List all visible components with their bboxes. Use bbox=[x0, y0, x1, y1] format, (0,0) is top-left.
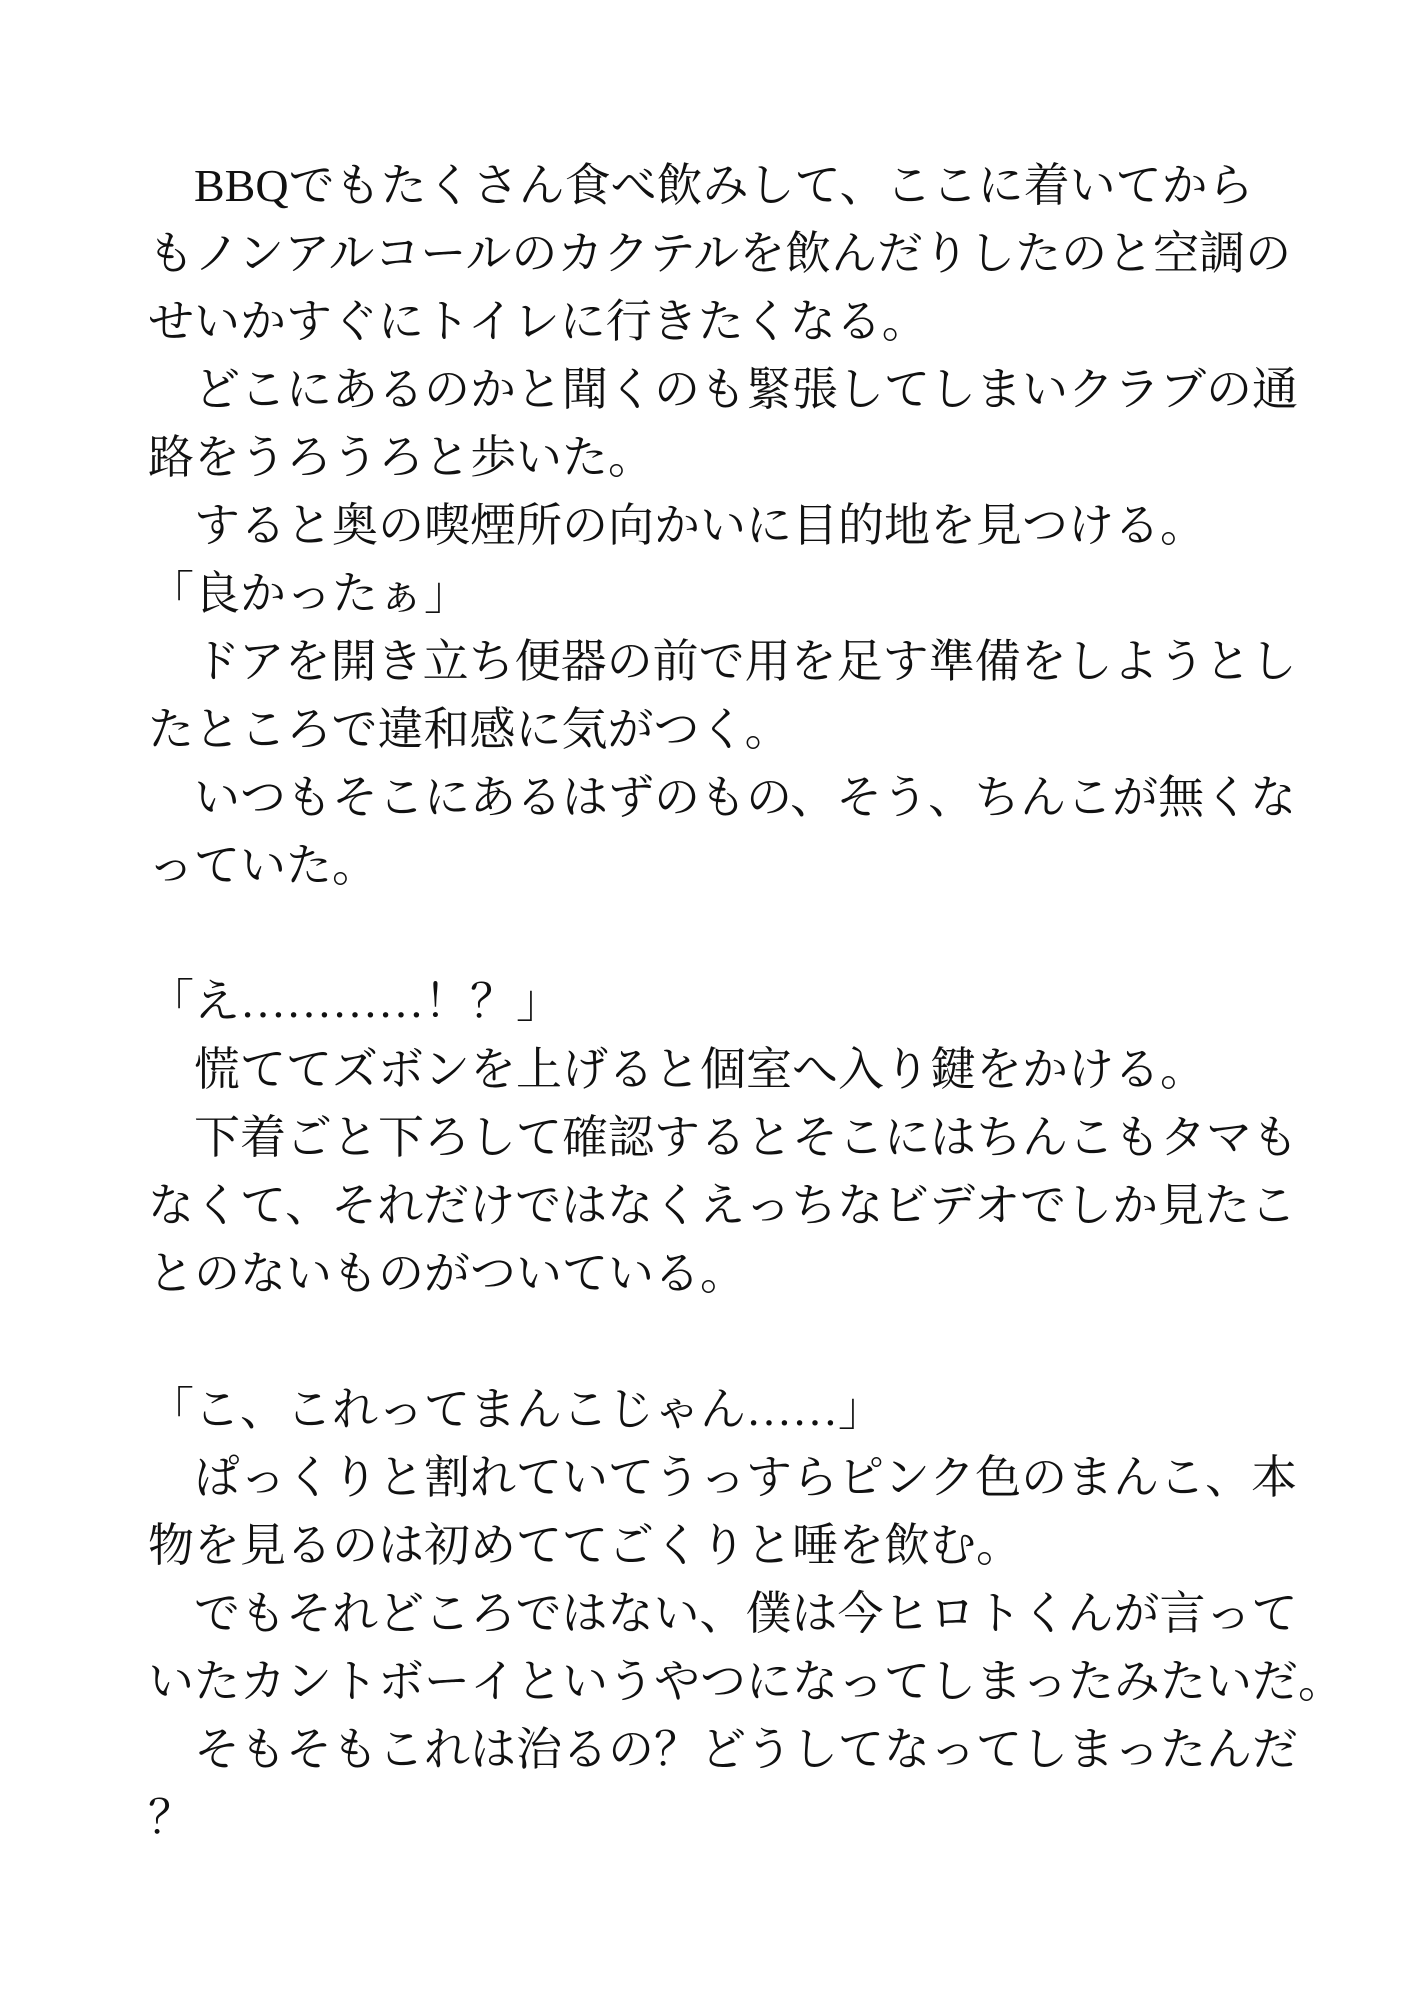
text-line: せいかすぐにトイレに行きたくなる。 bbox=[148, 296, 928, 347]
text-line: ？ bbox=[148, 1792, 194, 1843]
text-line: たところで違和感に気がつく。 bbox=[148, 704, 791, 755]
text-line: いたカントボーイというやつになってしまったみたいだ。 bbox=[148, 1656, 1344, 1707]
text-line: でもそれどころではない、僕は今ヒロトくんが言って bbox=[194, 1588, 1298, 1639]
text-line: 慌ててズボンを上げると個室へ入り鍵をかける。 bbox=[194, 1044, 1206, 1095]
text-line: すると奥の喫煙所の向かいに目的地を見つける。 bbox=[194, 500, 1206, 551]
story-text bbox=[148, 152, 1358, 1852]
blank-line bbox=[148, 1308, 1358, 1376]
text-line: とのないものがついている。 bbox=[148, 1248, 746, 1299]
text-line: BBQでもたくさん食べ飲みして、ここに着いてから bbox=[194, 160, 1254, 211]
text-line: そもそもこれは治るの？どうしてなってしまったんだ bbox=[194, 1724, 1298, 1775]
text-line: 下着ごと下ろして確認するとそこにはちんこもタマも bbox=[194, 1112, 1298, 1163]
text-line: なくて、それだけではなくえっちなビデオでしか見たこ bbox=[148, 1180, 1297, 1231]
text-line: いつもそこにあるはずのもの、そう、ちんこが無くな bbox=[194, 772, 1297, 823]
text-line: 「え…………！？」 bbox=[148, 976, 562, 1027]
text-line: ぱっくりと割れていてうっすらピンク色のまんこ、本 bbox=[194, 1452, 1298, 1503]
text-line: っていた。 bbox=[148, 840, 378, 891]
text-line: どこにあるのかと聞くのも緊張してしまいクラブの通 bbox=[194, 364, 1298, 415]
text-line: 路をうろうろと歩いた。 bbox=[148, 432, 654, 483]
text-line: もノンアルコールのカクテルを飲んだりしたのと空調の bbox=[148, 228, 1292, 279]
blank-line bbox=[148, 900, 1358, 968]
text-line: 「こ、これってまんこじゃん……」 bbox=[148, 1384, 884, 1435]
text-line: ドアを開き立ち便器の前で用を足す準備をしようとし bbox=[194, 636, 1297, 687]
text-line: 「良かったぁ」 bbox=[148, 568, 470, 619]
text-line: 物を見るのは初めててごくりと唾を飲む。 bbox=[148, 1520, 1022, 1571]
